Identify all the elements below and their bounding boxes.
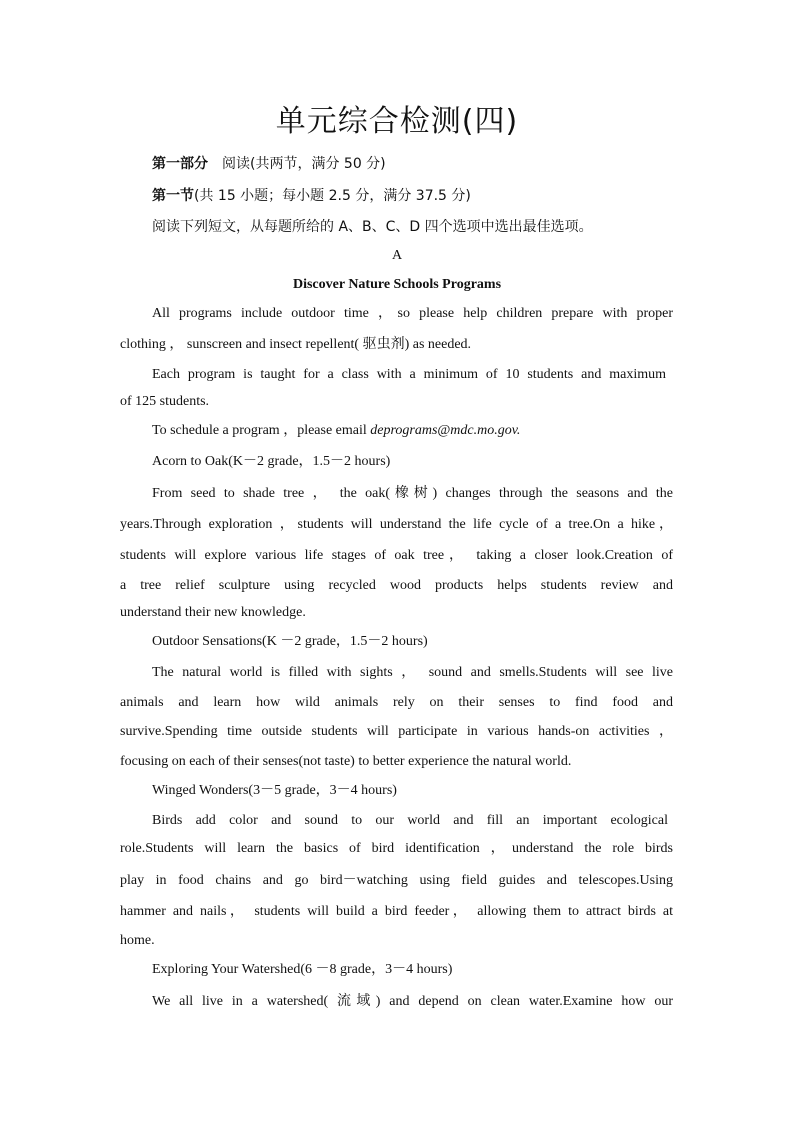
email-link[interactable]: deprograms@mdc.mo.gov. [370,423,521,438]
program-heading: Exploring Your Watershed(6 －8 grade，3－4 hours) [152,962,453,977]
part-label: 第一部分 [152,156,208,172]
paragraph-line: All programs include outdoor time ，so please help children prepare with proper [152,306,673,321]
passage-heading: Discover Nature Schools Programs [292,277,502,292]
paragraph-line: hammer and nails， students will build a bird feeder， allowing them to attract birds at [120,904,673,919]
paragraph-line: clothing ， sunscreen and insect repellent( 驱虫剂) as needed. [120,337,472,352]
paragraph-line: home. [120,933,155,948]
paragraph-line: of 125 students. [120,394,210,409]
paragraph-line: a tree relief sculpture using recycled wood products helps students review and [120,578,673,593]
paragraph-line: understand their new knowledge. [120,605,306,620]
paragraph-line: Each program is taught for a class with a minimum of 10 students and maximum [152,367,666,382]
paragraph-line: role.Students will learn the basics of bird identification ，understand the role birds [120,841,673,856]
paragraph-line: We all live in a watershed( 流域) and depend on clean water.Examine how our [152,994,673,1009]
section-rest: (共 15 小题；每小题 2.5 分，满分 37.5 分) [194,188,471,204]
page-title: 单元综合检测(四) [275,104,519,139]
paragraph-line: survive.Spending time outside students will participate in various hands-on activities ， [120,724,673,739]
part-heading [152,155,386,174]
paragraph-line: Birds add color and sound to our world and fill an important ecological [152,813,668,828]
paragraph-line: play in food chains and go bird－watching using field guides and telescopes.Using [120,873,673,888]
paragraph-line: years.Through exploration ，students will understand the life cycle of a tree.On a hike， [120,517,673,532]
part-rest: 阅读(共两节，满分 50 分) [208,156,386,172]
program-heading: Winged Wonders(3－5 grade，3－4 hours) [152,783,397,798]
section-heading [152,187,471,206]
paragraph-line: From seed to shade tree ， the oak(橡树) changes through the seasons and the [152,486,673,501]
section-label: 第一节 [152,188,194,204]
program-heading: Outdoor Sensations(K －2 grade，1.5－2 hours) [152,634,428,649]
paragraph-line: The natural world is filled with sights ， sound and smells.Students will see live [152,665,673,680]
instruction-text: 阅读下列短文，从每题所给的 A、B、C、D 四个选项中选出最佳选项。 [152,219,593,235]
email-line [152,422,520,440]
email-prompt: To schedule a program ，please email [152,423,371,438]
paragraph-line: focusing on each of their senses(not taste) to better experience the natural world. [120,754,572,769]
passage-letter: A [391,248,403,263]
paragraph-line: students will explore various life stages of oak tree， taking a closer look.Creation of [120,548,673,563]
paragraph-line: animals and learn how wild animals rely on their senses to find food and [120,695,673,710]
program-heading: Acorn to Oak(K－2 grade，1.5－2 hours) [152,454,391,469]
